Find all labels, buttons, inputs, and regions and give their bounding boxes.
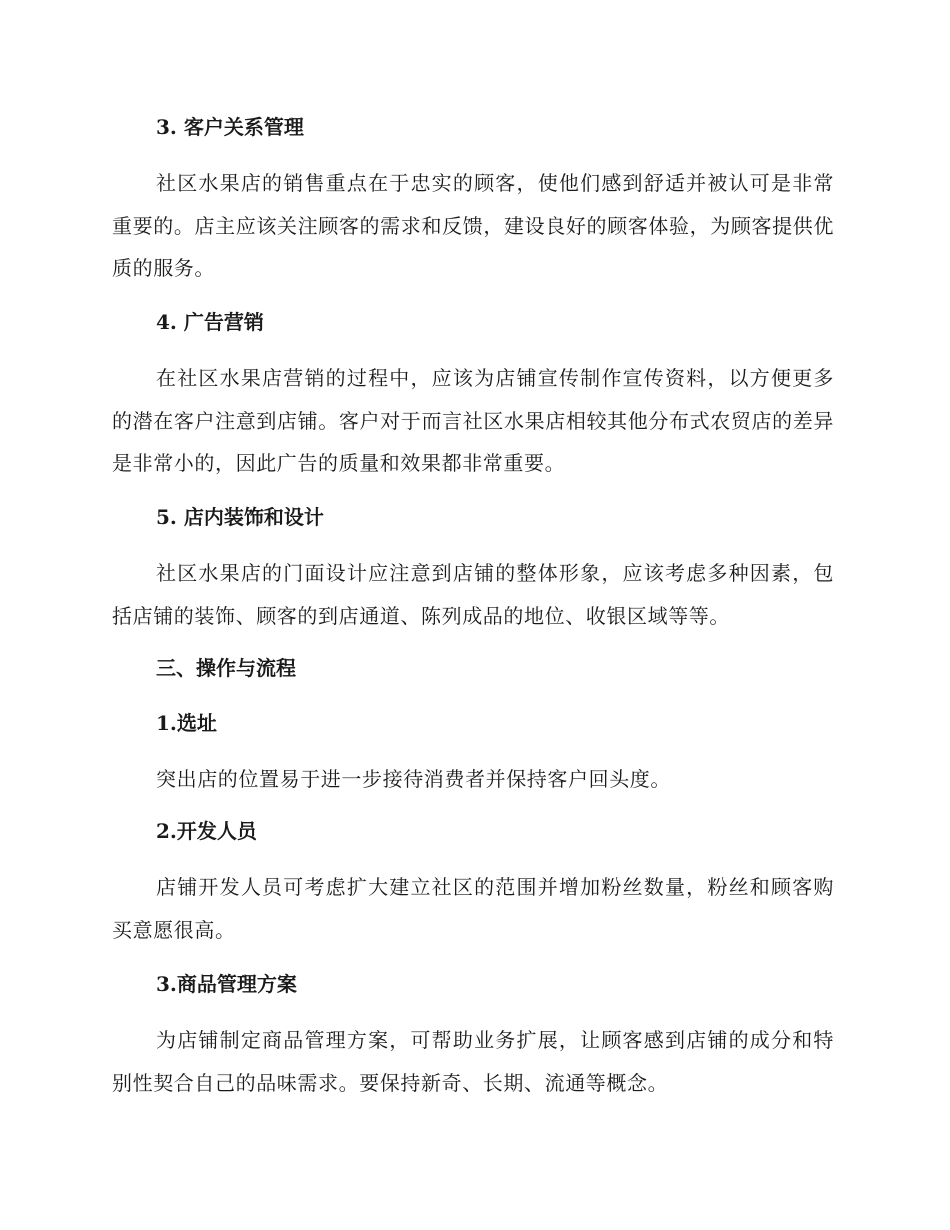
section-heading-advertising: 4. 广告营销 bbox=[156, 310, 264, 334]
paragraph-merchandise-plan: 为店铺制定商品管理方案，可帮助业务扩展，让顾客感到店铺的成分和特别性契合自己的品味需求。要保持新奇、长期、流通等概念。 bbox=[112, 1028, 834, 1095]
section-heading-site-selection: 1.选址 bbox=[156, 711, 217, 735]
paragraph-staff-development: 店铺开发人员可考虑扩大建立社区的范围并增加粉丝数量，粉丝和顾客购买意愿很高。 bbox=[112, 875, 834, 942]
paragraph-advertising: 在社区水果店营销的过程中，应该为店铺宣传制作宣传资料，以方便更多的潜在客户注意到店铺。客户对于而言社区水果店相较其他分布式农贸店的差异是非常小的，因此广告的质量和效果都非常重要。 bbox=[112, 366, 834, 475]
section-heading-merchandise-plan: 3.商品管理方案 bbox=[156, 972, 297, 996]
paragraph-store-decoration: 社区水果店的门面设计应注意到店铺的整体形象，应该考虑多种因素，包括店铺的装饰、顾客的到店通道、陈列成品的地位、收银区域等等。 bbox=[112, 561, 834, 628]
section-heading-staff-development: 2.开发人员 bbox=[156, 819, 257, 843]
chapter-heading-operations: 三、操作与流程 bbox=[156, 656, 296, 680]
paragraph-customer-relations: 社区水果店的销售重点在于忠实的顾客，使他们感到舒适并被认可是非常重要的。店主应该关注顾客的需求和反馈，建设良好的顾客体验，为顾客提供优质的服务。 bbox=[112, 171, 834, 280]
paragraph-site-selection: 突出店的位置易于进一步接待消费者并保持客户回头度。 bbox=[156, 767, 671, 791]
section-heading-store-decoration: 5. 店内装饰和设计 bbox=[156, 505, 324, 529]
section-heading-customer-relations: 3. 客户关系管理 bbox=[156, 115, 304, 139]
